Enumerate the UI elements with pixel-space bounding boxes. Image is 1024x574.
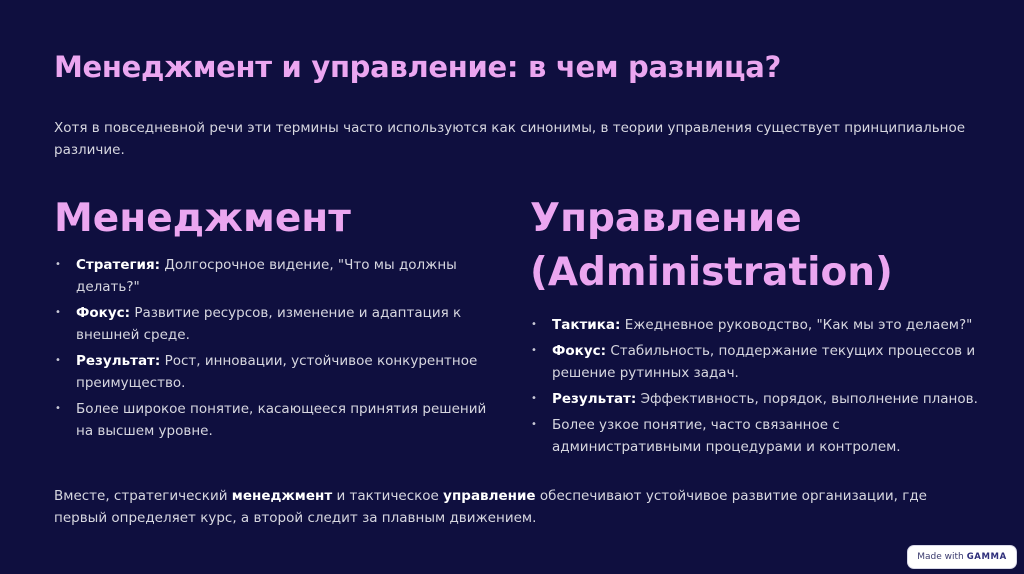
management-list bbox=[54, 254, 494, 442]
list-item: • Результат: Рост, инновации, устойчивое конкурентное преимущество. bbox=[54, 350, 494, 394]
badge-prefix: Made with bbox=[917, 552, 964, 562]
summary-emphasis-administration: управление bbox=[443, 488, 536, 504]
summary-text: Вместе, стратегический менеджмент и тактическое управление обеспечивают устойчивое развитие организации, где первый определяет курс, а второй следит за плавным движением. bbox=[54, 488, 927, 526]
management-column bbox=[54, 192, 494, 446]
management-heading: Менеджмент bbox=[54, 196, 351, 241]
made-with-gamma-badge[interactable] bbox=[908, 546, 1016, 568]
list-item: • Более узкое понятие, часто связанное с административными процедурами и контролем. bbox=[530, 414, 980, 458]
summary-emphasis-management: менеджмент bbox=[231, 488, 333, 504]
administration-list bbox=[530, 314, 980, 458]
list-item: • Тактика: Ежедневное руководство, "Как мы это делаем?" bbox=[530, 314, 980, 336]
list-item: • Результат: Эффективность, порядок, выполнение планов. bbox=[530, 388, 980, 410]
list-item: • Фокус: Развитие ресурсов, изменение и адаптация к внешней среде. bbox=[54, 302, 494, 346]
intro-text: Хотя в повседневной речи эти термины часто используются как синонимы, в теории управления существует принципиальное различие. bbox=[54, 120, 966, 158]
administration-column bbox=[530, 192, 980, 462]
gamma-logo: GAMMA bbox=[966, 552, 1007, 562]
slide-title: Менеджмент и управление: в чем разница? bbox=[54, 50, 782, 84]
list-item: • Более широкое понятие, касающееся принятия решений на высшем уровне. bbox=[54, 398, 494, 442]
list-item: • Фокус: Стабильность, поддержание текущих процессов и решение рутинных задач. bbox=[530, 340, 980, 384]
administration-heading: Управление (Administration) bbox=[530, 196, 893, 295]
list-item: • Стратегия: Долгосрочное видение, "Что мы должны делать?" bbox=[54, 254, 494, 298]
